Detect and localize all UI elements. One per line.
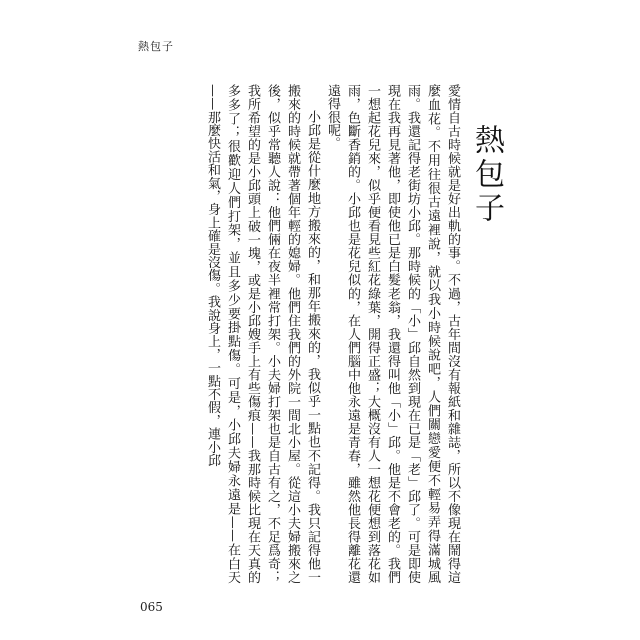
page-number: 065: [140, 600, 163, 614]
running-header: 熱包子: [138, 40, 174, 53]
paragraph-1: 愛情自古時候就是好出軌的事。不過，古年間沒有報紙和雜誌，所以不像現在鬧得這麼血花。不用往很古遠裡說，就以我小時候說吧，人們關戀愛便不輕易弄得滿城風雨。我還記得老街坊小邱。那時候的「小」邱自然到現在已是「老」邱了。可是即使現在我再見著他，即使他已是白髮老翁，我還得叫他「小」邱。他是不會老的。我們一想起花兒來，似乎便看見些紅花綠葉，開得正盛；大概沒有人一想花便想到落花如雨，色斷香銷的。小邱也是花兒似的，在人們腦中他永遠是青春，雖然他長得離花還遠得很呢。: [325, 84, 460, 584]
paragraph-2: 小邱是從什麼地方搬來的，和那年搬來的，我似乎一點也不記得。我只記得他一搬來的時候就帶著個年輕的媳婦。他們住我們的外院一間北小屋。從這小夫婦搬來之後，似乎常聽人說：他們倆在夜半裡常打架。小夫婦打架也是自古有之，不足爲奇；我所希望的是小邱頭上破一塊，或是小邱嫂手上有些傷痕——我那時候比現在天真的多多了；很歡迎人們打架，並且多少要掛點傷。可是，小邱夫婦永遠是——在白天——那麼快活和氣，身上確是沒傷。我說身上，一點不假，連小邱: [205, 84, 320, 584]
body-text: [202, 84, 462, 584]
chapter-title: 熱包子: [469, 124, 504, 226]
